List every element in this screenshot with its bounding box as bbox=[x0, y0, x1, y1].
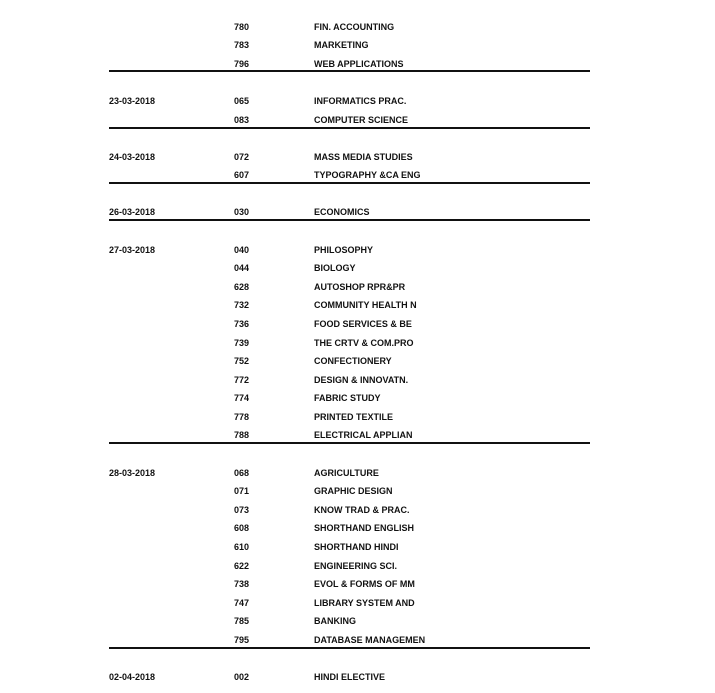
subject-name: CONFECTIONERY bbox=[314, 356, 392, 366]
subject-code: 073 bbox=[234, 505, 250, 515]
subject-code: 072 bbox=[234, 152, 250, 162]
exam-date: 23-03-2018 bbox=[109, 96, 156, 106]
subject-name: ECONOMICS bbox=[314, 207, 370, 217]
subject-code: 628 bbox=[234, 282, 250, 292]
subject-name: BANKING bbox=[314, 616, 356, 626]
table-row bbox=[0, 334, 715, 352]
table-row bbox=[0, 296, 715, 314]
subject-code: 065 bbox=[234, 96, 250, 106]
subject-name: EVOL & FORMS OF MM bbox=[314, 579, 415, 589]
subject-name: KNOW TRAD & PRAC. bbox=[314, 505, 410, 515]
table-row bbox=[0, 315, 715, 333]
table-row bbox=[0, 352, 715, 370]
subject-name: FABRIC STUDY bbox=[314, 393, 381, 403]
table-row bbox=[0, 464, 715, 482]
table-row bbox=[0, 501, 715, 519]
subject-name: MASS MEDIA STUDIES bbox=[314, 152, 413, 162]
subject-code: 736 bbox=[234, 319, 250, 329]
exam-date: 27-03-2018 bbox=[109, 245, 156, 255]
subject-name: DATABASE MANAGEMEN bbox=[314, 635, 426, 645]
table-row bbox=[0, 148, 715, 166]
subject-code: 780 bbox=[234, 22, 250, 32]
subject-code: 772 bbox=[234, 375, 250, 385]
subject-code: 068 bbox=[234, 468, 250, 478]
subject-code: 732 bbox=[234, 300, 250, 310]
table-row bbox=[0, 92, 715, 110]
subject-code: 774 bbox=[234, 393, 250, 403]
table-row bbox=[0, 594, 715, 612]
subject-name: MARKETING bbox=[314, 40, 369, 50]
subject-name: PHILOSOPHY bbox=[314, 245, 374, 255]
table-row bbox=[0, 259, 715, 277]
exam-date: 24-03-2018 bbox=[109, 152, 156, 162]
subject-code: 795 bbox=[234, 635, 250, 645]
subject-name: LIBRARY SYSTEM AND bbox=[314, 598, 415, 608]
subject-code: 030 bbox=[234, 207, 250, 217]
subject-name: THE CRTV & COM.PRO bbox=[314, 338, 414, 348]
subject-name: SHORTHAND HINDI bbox=[314, 542, 399, 552]
subject-code: 044 bbox=[234, 263, 250, 273]
table-row bbox=[0, 278, 715, 296]
table-row bbox=[0, 36, 715, 54]
group-divider bbox=[109, 647, 590, 649]
subject-name: SHORTHAND ENGLISH bbox=[314, 523, 415, 533]
group-divider bbox=[109, 70, 590, 72]
table-row bbox=[0, 519, 715, 537]
exam-date: 26-03-2018 bbox=[109, 207, 156, 217]
subject-code: 071 bbox=[234, 486, 250, 496]
group-divider bbox=[109, 127, 590, 129]
table-row bbox=[0, 408, 715, 426]
subject-name: PRINTED TEXTILE bbox=[314, 412, 394, 422]
table-row bbox=[0, 371, 715, 389]
subject-code: 002 bbox=[234, 672, 250, 682]
subject-name: DESIGN & INNOVATN. bbox=[314, 375, 409, 385]
subject-name: AGRICULTURE bbox=[314, 468, 379, 478]
subject-name: WEB APPLICATIONS bbox=[314, 59, 404, 69]
table-row bbox=[0, 241, 715, 259]
exam-date: 02-04-2018 bbox=[109, 672, 156, 682]
subject-name: ELECTRICAL APPLIAN bbox=[314, 430, 413, 440]
exam-date: 28-03-2018 bbox=[109, 468, 156, 478]
subject-code: 040 bbox=[234, 245, 250, 255]
subject-name: GRAPHIC DESIGN bbox=[314, 486, 393, 496]
subject-code: 778 bbox=[234, 412, 250, 422]
subject-name: AUTOSHOP RPR&PR bbox=[314, 282, 406, 292]
group-divider bbox=[109, 442, 590, 444]
subject-code: 747 bbox=[234, 598, 250, 608]
table-row bbox=[0, 668, 715, 686]
table-row bbox=[0, 482, 715, 500]
subject-code: 622 bbox=[234, 561, 250, 571]
subject-name: INFORMATICS PRAC. bbox=[314, 96, 407, 106]
subject-name: FOOD SERVICES & BE bbox=[314, 319, 412, 329]
table-row bbox=[0, 575, 715, 593]
subject-code: 610 bbox=[234, 542, 250, 552]
subject-code: 738 bbox=[234, 579, 250, 589]
subject-code: 083 bbox=[234, 115, 250, 125]
subject-code: 785 bbox=[234, 616, 250, 626]
subject-name: TYPOGRAPHY &CA ENG bbox=[314, 170, 421, 180]
subject-name: FIN. ACCOUNTING bbox=[314, 22, 395, 32]
subject-name: BIOLOGY bbox=[314, 263, 356, 273]
subject-code: 788 bbox=[234, 430, 250, 440]
subject-name: COMPUTER SCIENCE bbox=[314, 115, 409, 125]
table-row bbox=[0, 557, 715, 575]
table-row bbox=[0, 389, 715, 407]
subject-code: 796 bbox=[234, 59, 250, 69]
subject-code: 607 bbox=[234, 170, 250, 180]
group-divider bbox=[109, 219, 590, 221]
subject-code: 739 bbox=[234, 338, 250, 348]
subject-code: 608 bbox=[234, 523, 250, 533]
subject-code: 783 bbox=[234, 40, 250, 50]
table-row bbox=[0, 612, 715, 630]
table-row bbox=[0, 18, 715, 36]
subject-name: ENGINEERING SCI. bbox=[314, 561, 398, 571]
group-divider bbox=[109, 182, 590, 184]
table-row bbox=[0, 538, 715, 556]
subject-code: 752 bbox=[234, 356, 250, 366]
subject-name: COMMUNITY HEALTH N bbox=[314, 300, 417, 310]
subject-name: HINDI ELECTIVE bbox=[314, 672, 386, 682]
